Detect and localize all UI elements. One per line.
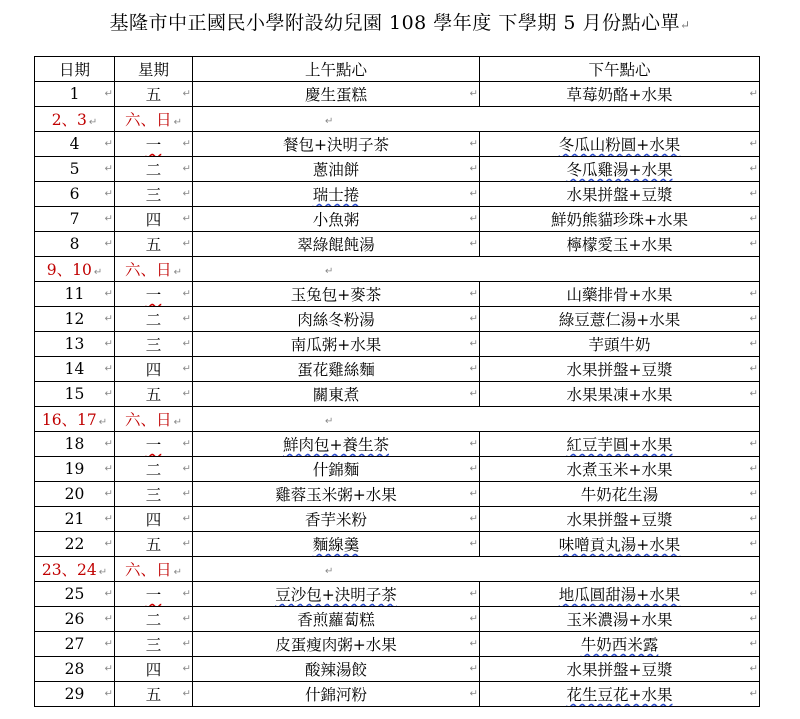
weekday-cell: 六、日 ↵ xyxy=(115,257,193,282)
paragraph-mark-icon: ↵ xyxy=(469,188,478,200)
am-snack-cell: 豆沙包+決明子茶 ↵ xyxy=(193,582,480,607)
am-snack-cell: 玉兔包+麥茶 ↵ xyxy=(193,282,480,307)
paragraph-mark-icon: ↵ xyxy=(749,488,758,500)
paragraph-mark-icon: ↵ xyxy=(182,313,191,325)
paragraph-mark-icon: ↵ xyxy=(469,288,478,300)
table-row xyxy=(35,507,760,532)
paragraph-mark-icon: ↵ xyxy=(469,313,478,325)
paragraph-mark-icon: ↵ xyxy=(173,117,182,128)
weekday-cell: 四 ↵ xyxy=(115,657,193,682)
am-snack-cell: 餐包+決明子茶 ↵ xyxy=(193,132,480,157)
weekday-cell: 三 ↵ xyxy=(115,482,193,507)
weekday-cell: 六、日 ↵ xyxy=(115,407,193,432)
date-cell: 11 ↵ xyxy=(35,282,115,307)
snack-menu-table xyxy=(34,56,760,707)
table-row xyxy=(35,582,760,607)
paragraph-mark-icon: ↵ xyxy=(749,88,758,100)
am-snack-cell: 什錦麵 ↵ xyxy=(193,457,480,482)
paragraph-mark-icon: ↵ xyxy=(104,338,113,350)
date-cell: 15 ↵ xyxy=(35,382,115,407)
paragraph-mark-icon: ↵ xyxy=(469,438,478,450)
am-snack-cell: 鮮肉包+養生茶 ↵ xyxy=(193,432,480,457)
weekday-cell: 四 ↵ xyxy=(115,207,193,232)
paragraph-mark-icon: ↵ xyxy=(182,388,191,400)
pm-snack-cell: 水果果凍+水果 ↵ xyxy=(480,382,760,407)
paragraph-mark-icon: ↵ xyxy=(749,663,758,675)
table-row xyxy=(35,457,760,482)
date-cell: 16、17 ↵ xyxy=(35,407,115,432)
paragraph-mark-icon: ↵ xyxy=(749,188,758,200)
paragraph-mark-icon: ↵ xyxy=(182,163,191,175)
paragraph-mark-icon: ↵ xyxy=(182,238,191,250)
paragraph-mark-icon: ↵ xyxy=(325,116,334,127)
table-row xyxy=(35,207,760,232)
date-cell: 12 ↵ xyxy=(35,307,115,332)
pm-snack-cell: 紅豆芋圓+水果 ↵ xyxy=(480,432,760,457)
paragraph-mark-icon: ↵ xyxy=(182,463,191,475)
date-cell: 9、10 ↵ xyxy=(35,257,115,282)
paragraph-mark-icon: ↵ xyxy=(749,313,758,325)
paragraph-mark-icon: ↵ xyxy=(469,513,478,525)
pm-snack-cell: 草莓奶酪+水果 ↵ xyxy=(480,82,760,107)
table-row xyxy=(35,307,760,332)
paragraph-mark-icon: ↵ xyxy=(104,238,113,250)
pm-snack-cell: 水果拼盤+豆漿 ↵ xyxy=(480,182,760,207)
weekday-cell: 五 ↵ xyxy=(115,82,193,107)
paragraph-mark-icon: ↵ xyxy=(325,416,334,427)
paragraph-mark-icon: ↵ xyxy=(104,538,113,550)
holiday-row xyxy=(35,557,760,582)
am-snack-cell: 關東煮 ↵ xyxy=(193,382,480,407)
header-pm-snack: 下午點心 xyxy=(480,57,760,82)
date-cell: 26 ↵ xyxy=(35,607,115,632)
paragraph-mark-icon: ↵ xyxy=(469,238,478,250)
weekday-cell: 五 ↵ xyxy=(115,232,193,257)
date-cell: 5 ↵ xyxy=(35,157,115,182)
paragraph-mark-icon: ↵ xyxy=(469,588,478,600)
paragraph-mark-icon: ↵ xyxy=(104,513,113,525)
date-cell: 21 ↵ xyxy=(35,507,115,532)
am-snack-cell: 慶生蛋糕 ↵ xyxy=(193,82,480,107)
holiday-row xyxy=(35,107,760,132)
table-row xyxy=(35,382,760,407)
am-snack-cell: 瑞士捲 ↵ xyxy=(193,182,480,207)
am-snack-cell: 翠綠餛飩湯 ↵ xyxy=(193,232,480,257)
paragraph-mark-icon: ↵ xyxy=(469,463,478,475)
paragraph-mark-icon: ↵ xyxy=(182,513,191,525)
paragraph-mark-icon: ↵ xyxy=(749,513,758,525)
am-snack-cell: 南瓜粥+水果 ↵ xyxy=(193,332,480,357)
paragraph-mark-icon: ↵ xyxy=(182,638,191,650)
menu-body xyxy=(35,82,760,707)
pm-snack-cell: 水果拼盤+豆漿 ↵ xyxy=(480,507,760,532)
pm-snack-cell: 鮮奶熊貓珍珠+水果 ↵ xyxy=(480,207,760,232)
weekday-cell: 二 ↵ xyxy=(115,307,193,332)
paragraph-mark-icon: ↵ xyxy=(749,438,758,450)
paragraph-mark-icon: ↵ xyxy=(749,163,758,175)
table-row xyxy=(35,432,760,457)
paragraph-mark-icon: ↵ xyxy=(469,688,478,700)
paragraph-mark-icon: ↵ xyxy=(749,538,758,550)
paragraph-mark-icon: ↵ xyxy=(104,313,113,325)
pm-snack-cell: 檸檬愛玉+水果 ↵ xyxy=(480,232,760,257)
paragraph-mark-icon: ↵ xyxy=(104,688,113,700)
paragraph-mark-icon: ↵ xyxy=(182,488,191,500)
paragraph-mark-icon: ↵ xyxy=(469,363,478,375)
paragraph-mark-icon: ↵ xyxy=(469,138,478,150)
weekday-cell: 三 ↵ xyxy=(115,182,193,207)
paragraph-mark-icon: ↵ xyxy=(182,188,191,200)
pm-snack-cell: 牛奶西米露 ↵ xyxy=(480,632,760,657)
am-snack-cell: 什錦河粉 ↵ xyxy=(193,682,480,707)
pm-snack-cell: 山藥排骨+水果 ↵ xyxy=(480,282,760,307)
paragraph-mark-icon: ↵ xyxy=(182,88,191,100)
paragraph-mark-icon: ↵ xyxy=(104,388,113,400)
weekday-cell: 二 ↵ xyxy=(115,157,193,182)
table-row xyxy=(35,532,760,557)
paragraph-mark-icon: ↵ xyxy=(749,363,758,375)
paragraph-mark-icon: ↵ xyxy=(104,488,113,500)
pm-snack-cell: 冬瓜山粉圓+水果 ↵ xyxy=(480,132,760,157)
date-cell: 19 ↵ xyxy=(35,457,115,482)
date-cell: 27 ↵ xyxy=(35,632,115,657)
paragraph-mark-icon: ↵ xyxy=(104,88,113,100)
paragraph-mark-icon: ↵ xyxy=(173,417,182,428)
paragraph-mark-icon: ↵ xyxy=(182,288,191,300)
header-am-snack: 上午點心 xyxy=(193,57,480,82)
weekday-cell: 三 ↵ xyxy=(115,632,193,657)
weekday-cell: 一 ↵ xyxy=(115,282,193,307)
paragraph-mark-icon: ↵ xyxy=(325,266,334,277)
date-cell: 22 ↵ xyxy=(35,532,115,557)
paragraph-mark-icon: ↵ xyxy=(182,688,191,700)
paragraph-mark-icon: ↵ xyxy=(182,613,191,625)
paragraph-mark-icon: ↵ xyxy=(104,188,113,200)
weekday-cell: 五 ↵ xyxy=(115,382,193,407)
holiday-row xyxy=(35,257,760,282)
paragraph-mark-icon: ↵ xyxy=(98,417,108,428)
weekday-cell: 一 ↵ xyxy=(115,132,193,157)
holiday-merged-cell xyxy=(193,407,760,432)
weekday-cell: 二 ↵ xyxy=(115,457,193,482)
pm-snack-cell: 綠豆薏仁湯+水果 ↵ xyxy=(480,307,760,332)
date-cell: 13 ↵ xyxy=(35,332,115,357)
holiday-row xyxy=(35,407,760,432)
paragraph-mark-icon: ↵ xyxy=(104,288,113,300)
paragraph-mark-icon: ↵ xyxy=(104,613,113,625)
table-row xyxy=(35,232,760,257)
paragraph-mark-icon: ↵ xyxy=(104,638,113,650)
paragraph-mark-icon: ↵ xyxy=(104,138,113,150)
paragraph-mark-icon: ↵ xyxy=(104,213,113,225)
paragraph-mark-icon: ↵ xyxy=(749,288,758,300)
pm-snack-cell: 水煮玉米+水果 ↵ xyxy=(480,457,760,482)
paragraph-mark-icon: ↵ xyxy=(749,688,758,700)
pm-snack-cell: 牛奶花生湯 ↵ xyxy=(480,482,760,507)
table-row xyxy=(35,632,760,657)
paragraph-mark-icon: ↵ xyxy=(469,163,478,175)
am-snack-cell: 蔥油餅 ↵ xyxy=(193,157,480,182)
weekday-cell: 二 ↵ xyxy=(115,607,193,632)
date-cell: 28 ↵ xyxy=(35,657,115,682)
paragraph-mark-icon: ↵ xyxy=(104,663,113,675)
header-weekday: 星期 xyxy=(115,57,193,82)
header-date: 日期 xyxy=(35,57,115,82)
table-row xyxy=(35,332,760,357)
table-row xyxy=(35,282,760,307)
table-row xyxy=(35,607,760,632)
paragraph-mark-icon: ↵ xyxy=(749,138,758,150)
paragraph-mark-icon: ↵ xyxy=(182,138,191,150)
date-cell: 6 ↵ xyxy=(35,182,115,207)
weekday-cell: 六、日 ↵ xyxy=(115,557,193,582)
table-row xyxy=(35,482,760,507)
paragraph-mark-icon: ↵ xyxy=(104,363,113,375)
paragraph-mark-icon: ↵ xyxy=(469,388,478,400)
am-snack-cell: 香芋米粉 ↵ xyxy=(193,507,480,532)
weekday-cell: 三 ↵ xyxy=(115,332,193,357)
date-cell: 20 ↵ xyxy=(35,482,115,507)
paragraph-mark-icon: ↵ xyxy=(88,117,98,128)
paragraph-mark-icon: ↵ xyxy=(469,88,478,100)
paragraph-mark-icon: ↵ xyxy=(182,588,191,600)
paragraph-mark-icon: ↵ xyxy=(173,567,182,578)
pm-snack-cell: 水果拼盤+豆漿 ↵ xyxy=(480,357,760,382)
date-cell: 25 ↵ xyxy=(35,582,115,607)
paragraph-mark-icon: ↵ xyxy=(469,488,478,500)
table-row xyxy=(35,357,760,382)
paragraph-mark-icon: ↵ xyxy=(749,588,758,600)
am-snack-cell: 蛋花雞絲麵 ↵ xyxy=(193,357,480,382)
paragraph-mark-icon: ↵ xyxy=(104,163,113,175)
paragraph-mark-icon: ↵ xyxy=(749,213,758,225)
date-cell: 1 ↵ xyxy=(35,82,115,107)
paragraph-mark-icon: ↵ xyxy=(325,566,334,577)
date-cell: 29 ↵ xyxy=(35,682,115,707)
weekday-cell: 四 ↵ xyxy=(115,357,193,382)
paragraph-mark-icon: ↵ xyxy=(182,213,191,225)
pm-snack-cell: 冬瓜雞湯+水果 ↵ xyxy=(480,157,760,182)
weekday-cell: 五 ↵ xyxy=(115,532,193,557)
table-row xyxy=(35,682,760,707)
weekday-cell: 四 ↵ xyxy=(115,507,193,532)
pm-snack-cell: 玉米濃湯+水果 ↵ xyxy=(480,607,760,632)
date-cell: 23、24 ↵ xyxy=(35,557,115,582)
paragraph-mark-icon: ↵ xyxy=(104,463,113,475)
paragraph-mark-icon: ↵ xyxy=(749,463,758,475)
pm-snack-cell: 芋頭牛奶 ↵ xyxy=(480,332,760,357)
pm-snack-cell: 味噌貢丸湯+水果 ↵ xyxy=(480,532,760,557)
holiday-merged-cell xyxy=(193,107,760,132)
paragraph-mark-icon: ↵ xyxy=(182,338,191,350)
table-row xyxy=(35,657,760,682)
date-cell: 7 ↵ xyxy=(35,207,115,232)
paragraph-mark-icon: ↵ xyxy=(749,638,758,650)
weekday-cell: 六、日 ↵ xyxy=(115,107,193,132)
page-title xyxy=(0,8,800,35)
am-snack-cell: 皮蛋瘦肉粥+水果 ↵ xyxy=(193,632,480,657)
weekday-cell: 一 ↵ xyxy=(115,432,193,457)
paragraph-mark-icon: ↵ xyxy=(182,663,191,675)
paragraph-mark-icon: ↵ xyxy=(173,267,182,278)
table-row xyxy=(35,157,760,182)
date-cell: 14 ↵ xyxy=(35,357,115,382)
pm-snack-cell: 花生豆花+水果 ↵ xyxy=(480,682,760,707)
paragraph-mark-icon: ↵ xyxy=(93,267,103,278)
date-cell: 4 ↵ xyxy=(35,132,115,157)
paragraph-mark-icon: ↵ xyxy=(469,213,478,225)
paragraph-mark-icon: ↵ xyxy=(469,338,478,350)
paragraph-mark-icon: ↵ xyxy=(469,663,478,675)
paragraph-mark-icon: ↵ xyxy=(680,18,691,32)
paragraph-mark-icon: ↵ xyxy=(98,567,108,578)
paragraph-mark-icon: ↵ xyxy=(749,613,758,625)
am-snack-cell: 肉絲冬粉湯 ↵ xyxy=(193,307,480,332)
table-row xyxy=(35,82,760,107)
date-cell: 2、3 ↵ xyxy=(35,107,115,132)
paragraph-mark-icon: ↵ xyxy=(182,538,191,550)
header-row xyxy=(35,57,760,82)
date-cell: 8 ↵ xyxy=(35,232,115,257)
am-snack-cell: 酸辣湯餃 ↵ xyxy=(193,657,480,682)
table-row xyxy=(35,132,760,157)
paragraph-mark-icon: ↵ xyxy=(749,388,758,400)
title-text: 基隆市中正國民小學附設幼兒園 108 學年度 下學期 5 月份點心單 xyxy=(109,12,680,34)
holiday-merged-cell xyxy=(193,557,760,582)
holiday-merged-cell xyxy=(193,257,760,282)
am-snack-cell: 香煎蘿蔔糕 ↵ xyxy=(193,607,480,632)
paragraph-mark-icon: ↵ xyxy=(182,363,191,375)
weekday-cell: 一 ↵ xyxy=(115,582,193,607)
paragraph-mark-icon: ↵ xyxy=(469,538,478,550)
am-snack-cell: 小魚粥 ↵ xyxy=(193,207,480,232)
weekday-cell: 五 ↵ xyxy=(115,682,193,707)
paragraph-mark-icon: ↵ xyxy=(749,338,758,350)
paragraph-mark-icon: ↵ xyxy=(469,613,478,625)
paragraph-mark-icon: ↵ xyxy=(104,438,113,450)
paragraph-mark-icon: ↵ xyxy=(182,438,191,450)
date-cell: 18 ↵ xyxy=(35,432,115,457)
am-snack-cell: 雞蓉玉米粥+水果 ↵ xyxy=(193,482,480,507)
am-snack-cell: 麵線羹 ↵ xyxy=(193,532,480,557)
pm-snack-cell: 地瓜圓甜湯+水果 ↵ xyxy=(480,582,760,607)
paragraph-mark-icon: ↵ xyxy=(469,638,478,650)
pm-snack-cell: 水果拼盤+豆漿 ↵ xyxy=(480,657,760,682)
table-row xyxy=(35,182,760,207)
paragraph-mark-icon: ↵ xyxy=(749,238,758,250)
paragraph-mark-icon: ↵ xyxy=(104,588,113,600)
